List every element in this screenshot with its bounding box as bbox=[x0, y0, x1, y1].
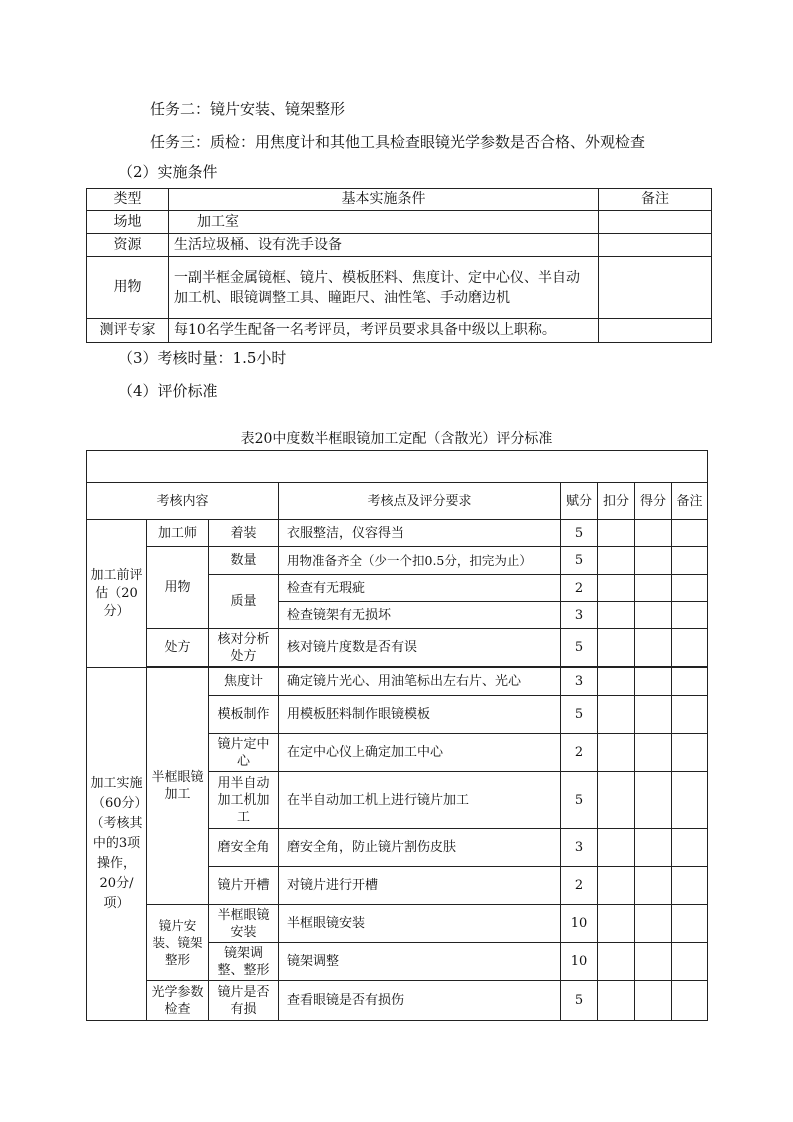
got-cell[interactable] bbox=[635, 867, 672, 905]
conditions-table bbox=[86, 188, 712, 343]
table-row bbox=[87, 905, 708, 943]
conditions-header-row bbox=[87, 189, 712, 211]
got-cell[interactable] bbox=[635, 575, 672, 602]
type-cell: 资源 bbox=[87, 234, 169, 257]
got-cell[interactable] bbox=[635, 734, 672, 772]
requirement-cell: 在半自动加工机上进行镜片加工 bbox=[279, 772, 561, 829]
item-cell: 质量 bbox=[209, 575, 279, 629]
remark-cell[interactable] bbox=[672, 981, 708, 1021]
got-cell[interactable] bbox=[635, 772, 672, 829]
deduct-cell[interactable] bbox=[598, 602, 635, 629]
table-row bbox=[87, 257, 712, 319]
deduct-cell[interactable] bbox=[598, 520, 635, 547]
score-cell: 5 bbox=[561, 629, 598, 667]
score-cell: 5 bbox=[561, 520, 598, 547]
item-cell: 核对分析处方 bbox=[209, 629, 279, 667]
header-note: 备注 bbox=[599, 189, 712, 211]
remark-cell[interactable] bbox=[672, 943, 708, 981]
item-cell: 镜架调整、整形 bbox=[209, 943, 279, 981]
remark-cell[interactable] bbox=[672, 668, 708, 696]
score-table bbox=[86, 450, 708, 1021]
note-cell bbox=[599, 319, 712, 343]
score-cell: 3 bbox=[561, 602, 598, 629]
score-cell: 5 bbox=[561, 547, 598, 575]
table-row bbox=[87, 211, 712, 234]
item-cell: 着装 bbox=[209, 520, 279, 547]
item-cell: 镜片开槽 bbox=[209, 867, 279, 905]
score-cell: 5 bbox=[561, 696, 598, 734]
table-row bbox=[87, 981, 708, 1021]
remark-cell[interactable] bbox=[672, 772, 708, 829]
remark-cell[interactable] bbox=[672, 575, 708, 602]
score-cell: 10 bbox=[561, 943, 598, 981]
table-row bbox=[87, 629, 708, 667]
group-optical-check: 光学参数检查 bbox=[147, 981, 209, 1021]
deduct-cell[interactable] bbox=[598, 981, 635, 1021]
got-cell[interactable] bbox=[635, 696, 672, 734]
requirement-cell: 对镜片进行开槽 bbox=[279, 867, 561, 905]
deduct-cell[interactable] bbox=[598, 734, 635, 772]
deduct-cell[interactable] bbox=[598, 943, 635, 981]
header-type: 类型 bbox=[87, 189, 169, 211]
item-cell: 镜片是否有损 bbox=[209, 981, 279, 1021]
condition-cell: 生活垃圾桶、设有洗手设备 bbox=[169, 234, 599, 257]
item-cell: 焦度计 bbox=[209, 668, 279, 696]
remark-cell[interactable] bbox=[672, 520, 708, 547]
deduct-cell[interactable] bbox=[598, 629, 635, 667]
requirement-cell: 核对镜片度数是否有误 bbox=[279, 629, 561, 667]
header-remark: 备注 bbox=[672, 483, 708, 520]
table-row bbox=[87, 520, 708, 547]
deduct-cell[interactable] bbox=[598, 772, 635, 829]
requirement-cell: 衣服整洁，仪容得当 bbox=[279, 520, 561, 547]
remark-cell[interactable] bbox=[672, 905, 708, 943]
score-cell: 5 bbox=[561, 772, 598, 829]
table-row bbox=[87, 668, 708, 696]
item-cell: 用半自动加工机加工 bbox=[209, 772, 279, 829]
got-cell[interactable] bbox=[635, 629, 672, 667]
header-deduct: 扣分 bbox=[598, 483, 635, 520]
got-cell[interactable] bbox=[635, 943, 672, 981]
table-row bbox=[87, 234, 712, 257]
condition-cell: 每10名学生配备一名考评员，考评员要求具备中级以上职称。 bbox=[169, 319, 599, 343]
got-cell[interactable] bbox=[635, 829, 672, 867]
score-table-blank-row bbox=[87, 451, 708, 483]
score-cell: 2 bbox=[561, 734, 598, 772]
got-cell[interactable] bbox=[635, 981, 672, 1021]
task3-line: 任务三：质检：用焦度计和其他工具检查眼镜光学参数是否合格、外观检查 bbox=[150, 133, 646, 151]
header-points: 考核点及评分要求 bbox=[279, 483, 561, 520]
section-conditions-heading: （2）实施条件 bbox=[118, 163, 218, 181]
score-cell: 5 bbox=[561, 981, 598, 1021]
note-cell bbox=[599, 211, 712, 234]
item-cell: 模板制作 bbox=[209, 696, 279, 734]
task2-line: 任务二：镜片安装、镜架整形 bbox=[150, 100, 346, 118]
deduct-cell[interactable] bbox=[598, 696, 635, 734]
remark-cell[interactable] bbox=[672, 829, 708, 867]
remark-cell[interactable] bbox=[672, 547, 708, 575]
deduct-cell[interactable] bbox=[598, 547, 635, 575]
type-cell: 用物 bbox=[87, 257, 169, 319]
section-criteria-heading: （4）评价标准 bbox=[118, 382, 218, 400]
group-supplies: 用物 bbox=[147, 547, 209, 629]
header-content: 考核内容 bbox=[87, 483, 279, 520]
got-cell[interactable] bbox=[635, 668, 672, 696]
requirement-cell: 用模板胚料制作眼镜模板 bbox=[279, 696, 561, 734]
remark-cell[interactable] bbox=[672, 867, 708, 905]
item-cell: 数量 bbox=[209, 547, 279, 575]
section-implementation: 加工实施（60分）（考核其中的3项操作，20分/项） bbox=[87, 668, 147, 1021]
header-conditions: 基本实施条件 bbox=[169, 189, 599, 211]
group-processor: 加工师 bbox=[147, 520, 209, 547]
score-cell: 3 bbox=[561, 829, 598, 867]
condition-cell: 一副半框金属镜框、镜片、模板胚料、焦度计、定中心仪、半自动加工机、眼镜调整工具、瞳距尺、油性笔、手动磨边机 bbox=[169, 257, 599, 319]
group-half-frame: 半框眼镜加工 bbox=[147, 668, 209, 905]
score-cell: 3 bbox=[561, 668, 598, 696]
remark-cell[interactable] bbox=[672, 602, 708, 629]
condition-cell: 加工室 bbox=[169, 211, 599, 234]
score-cell: 10 bbox=[561, 905, 598, 943]
table-row bbox=[87, 547, 708, 575]
deduct-cell[interactable] bbox=[598, 867, 635, 905]
got-cell[interactable] bbox=[635, 520, 672, 547]
item-cell: 镜片定中心 bbox=[209, 734, 279, 772]
got-cell[interactable] bbox=[635, 547, 672, 575]
table-caption: 表20中度数半框眼镜加工定配（含散光）评分标准 bbox=[240, 431, 553, 447]
note-cell bbox=[599, 234, 712, 257]
got-cell[interactable] bbox=[635, 905, 672, 943]
section-time-heading: （3）考核时量：1.5小时 bbox=[118, 349, 287, 367]
score-header-row bbox=[87, 483, 708, 520]
deduct-cell[interactable] bbox=[598, 575, 635, 602]
requirement-cell: 磨安全角，防止镜片割伤皮肤 bbox=[279, 829, 561, 867]
header-assign: 赋分 bbox=[561, 483, 598, 520]
requirement-cell: 半框眼镜安装 bbox=[279, 905, 561, 943]
remark-cell[interactable] bbox=[672, 629, 708, 667]
table-row bbox=[87, 319, 712, 343]
group-lens-install: 镜片安装、镜架整形 bbox=[147, 905, 209, 981]
score-cell: 2 bbox=[561, 867, 598, 905]
got-cell[interactable] bbox=[635, 602, 672, 629]
type-cell: 测评专家 bbox=[87, 319, 169, 343]
note-cell bbox=[599, 257, 712, 319]
section-pre-eval: 加工前评估（20分） bbox=[87, 520, 147, 668]
requirement-cell: 用物准备齐全（少一个扣0.5分，扣完为止） bbox=[279, 547, 561, 575]
deduct-cell[interactable] bbox=[598, 905, 635, 943]
item-cell: 磨安全角 bbox=[209, 829, 279, 867]
group-prescription: 处方 bbox=[147, 629, 209, 667]
remark-cell[interactable] bbox=[672, 734, 708, 772]
requirement-cell: 检查有无瑕疵 bbox=[279, 575, 561, 602]
header-got: 得分 bbox=[635, 483, 672, 520]
remark-cell[interactable] bbox=[672, 696, 708, 734]
requirement-cell: 镜架调整 bbox=[279, 943, 561, 981]
deduct-cell[interactable] bbox=[598, 829, 635, 867]
item-cell: 半框眼镜安装 bbox=[209, 905, 279, 943]
requirement-cell: 检查镜架有无损坏 bbox=[279, 602, 561, 629]
type-cell: 场地 bbox=[87, 211, 169, 234]
requirement-cell: 确定镜片光心、用油笔标出左右片、光心 bbox=[279, 668, 561, 696]
requirement-cell: 在定中心仪上确定加工中心 bbox=[279, 734, 561, 772]
deduct-cell[interactable] bbox=[598, 668, 635, 696]
score-cell: 2 bbox=[561, 575, 598, 602]
requirement-cell: 查看眼镜是否有损伤 bbox=[279, 981, 561, 1021]
